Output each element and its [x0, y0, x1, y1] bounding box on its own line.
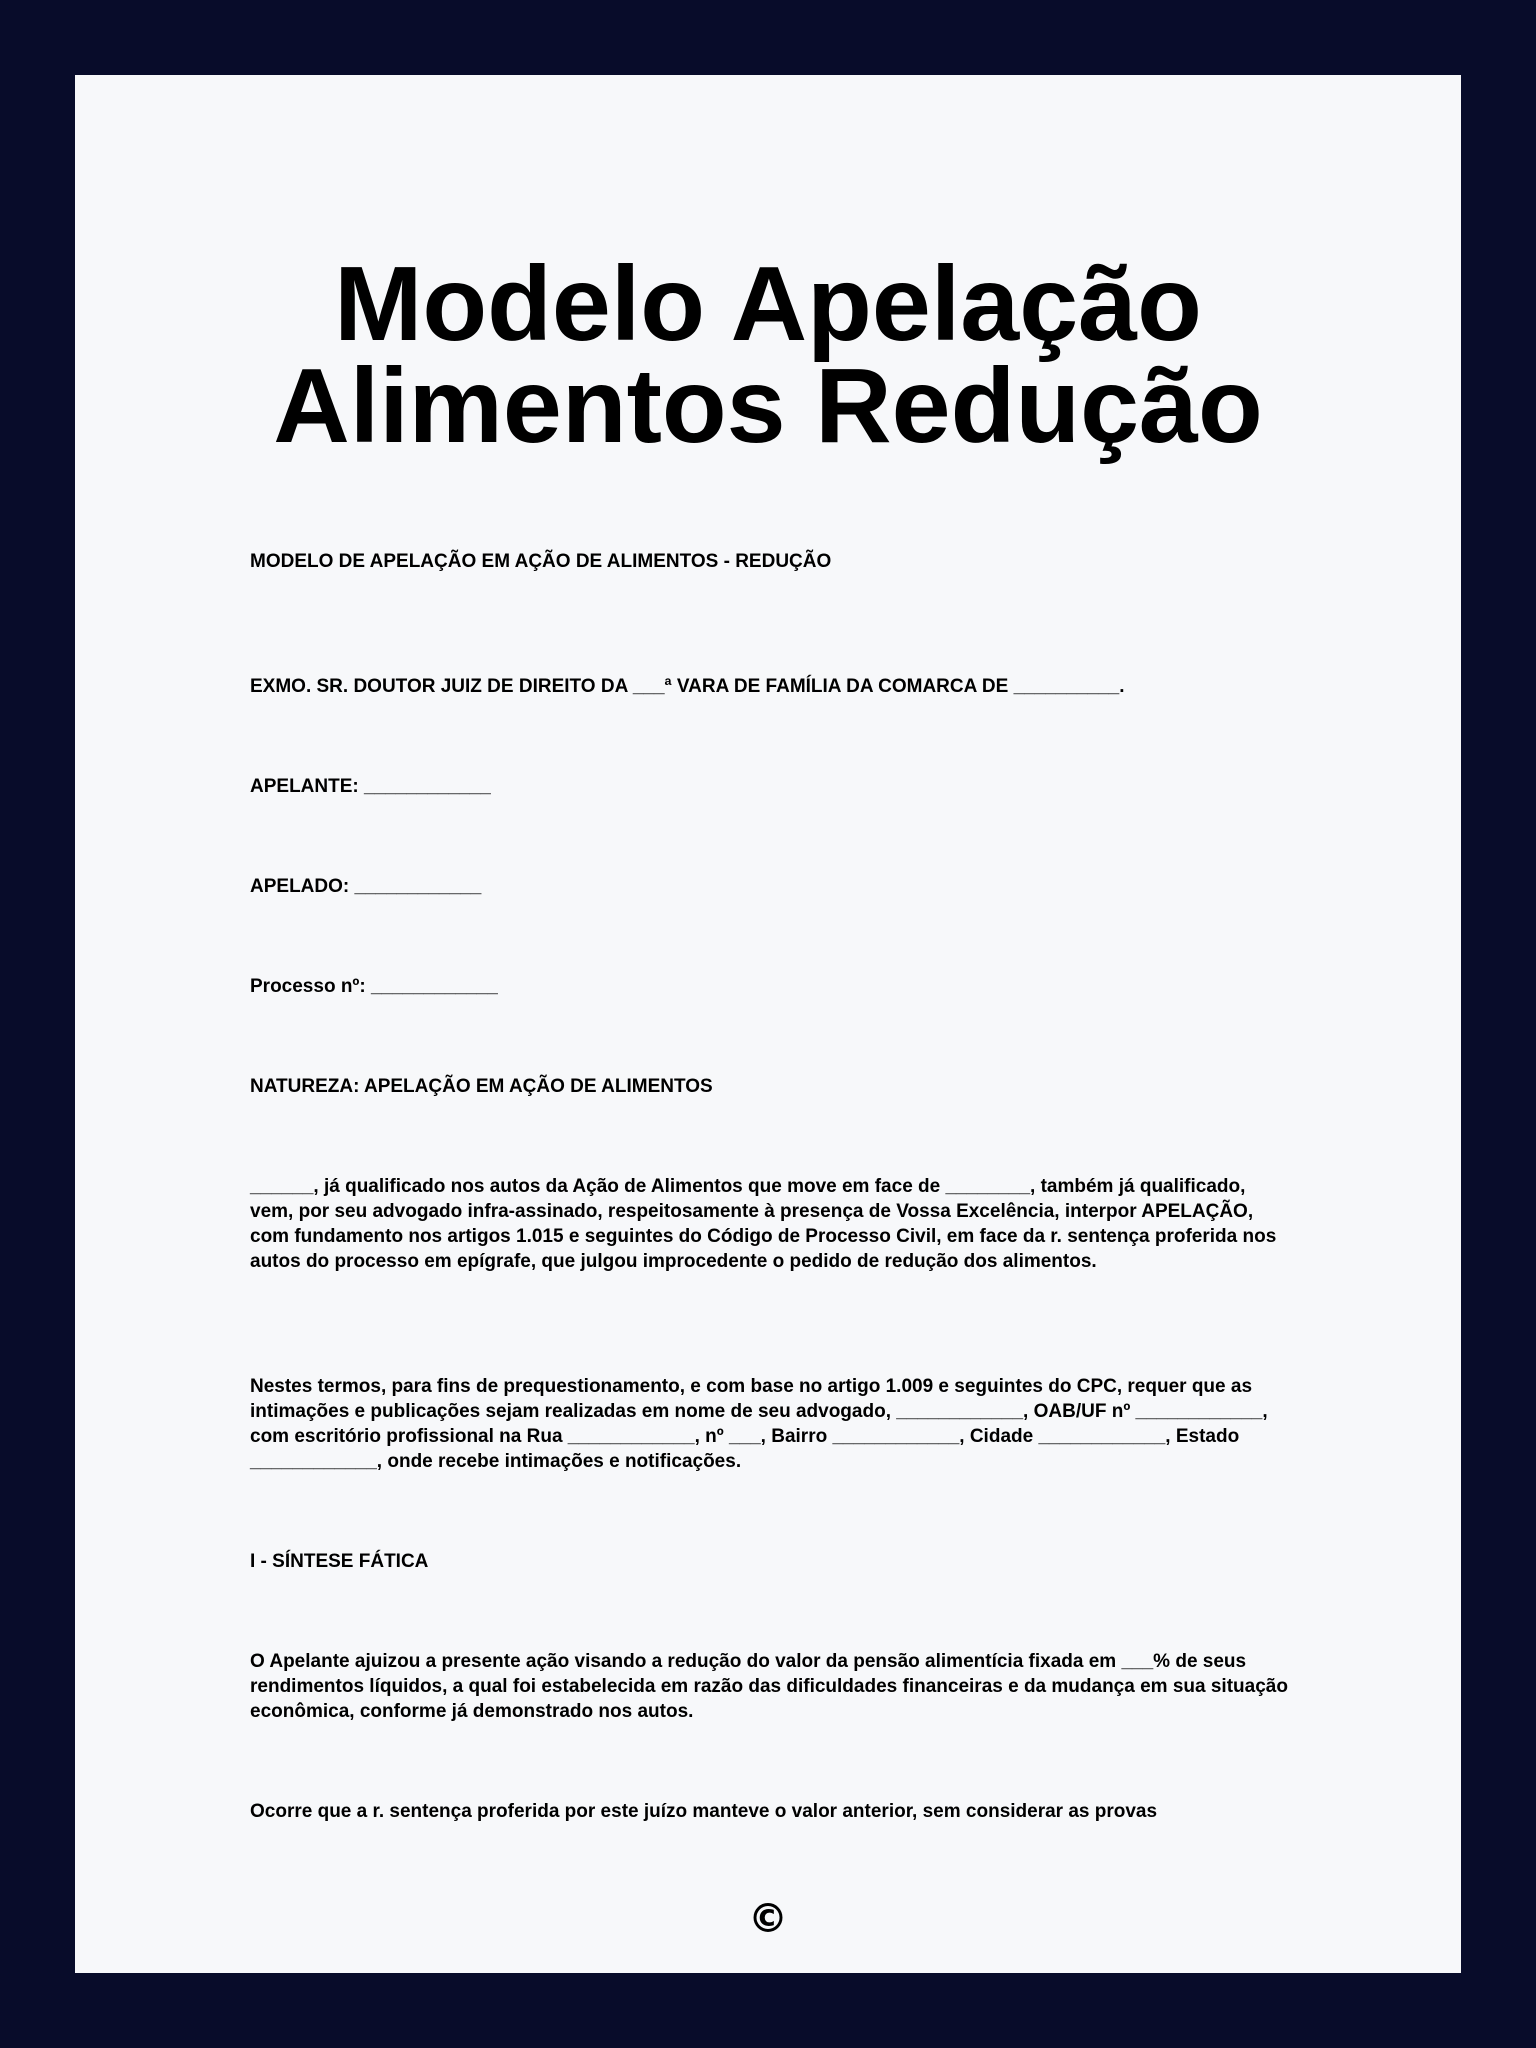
paragraph: MODELO DE APELAÇÃO EM AÇÃO DE ALIMENTOS - REDUÇÃO [250, 551, 832, 572]
appellant-field [250, 774, 1290, 799]
facts-paragraph [250, 1649, 1290, 1724]
copyright-icon: © [748, 1896, 788, 1942]
paragraph: APELADO: ____________ [250, 876, 482, 897]
paragraph: APELANTE: ____________ [250, 776, 491, 797]
document-page [75, 75, 1461, 1973]
paragraph: Ocorre que a r. sentença proferida por este juízo manteve o valor anterior, sem considerar as provas [250, 1801, 1158, 1822]
court-address [250, 674, 1290, 699]
nature-field [250, 1074, 1290, 1099]
document-heading [250, 549, 1290, 574]
paragraph: NATUREZA: APELAÇÃO EM AÇÃO DE ALIMENTOS [250, 1076, 713, 1097]
paragraph: ______, já qualificado nos autos da Ação de Alimentos que move em face de ________, também já qualificado, vem, por seu advogado infra-assinado, respeitosamente à presença de Vossa Excelência, interpor APELAÇÃO, com fundamento nos artigos 1.015 e seguintes do Código de Processo Civil, em face da r. sentença proferida nos autos do processo em epígrafe, que julgou improcedente o pedido de redução dos alimentos. [250, 1176, 1277, 1272]
intro-paragraph [250, 1174, 1290, 1274]
document-title: Modelo Apelação Alimentos Redução [273, 245, 1263, 465]
appellee-field [250, 874, 1290, 899]
paragraph: O Apelante ajuizou a presente ação visando a redução do valor da pensão alimentícia fixada em ___% de seus rendimentos líquidos, a qual foi estabelecida em razão das dificuldades financeiras e da mudança em sua situação econômica, conforme já demonstrado nos autos. [250, 1651, 1288, 1722]
paragraph: I - SÍNTESE FÁTICA [250, 1551, 429, 1572]
paragraph: EXMO. SR. DOUTOR JUIZ DE DIREITO DA ___ª VARA DE FAMÍLIA DA COMARCA DE __________. [250, 676, 1125, 697]
process-number-field [250, 974, 1290, 999]
paragraph: Nestes termos, para fins de prequestionamento, e com base no artigo 1.009 e seguintes do CPC, requer que as intimações e publicações sejam realizadas em nome de seu advogado, ____________, OAB/UF nº ____________, com escritório profissional na Rua ____________, nº ___, Bairro ____________, Cidade ____________, Estado ____________, onde recebe intimações e notificações. [250, 1376, 1268, 1472]
section-heading [250, 1549, 1290, 1574]
sentence-paragraph [250, 1799, 1290, 1824]
terms-paragraph [250, 1374, 1290, 1474]
paragraph: Processo nº: ____________ [250, 976, 498, 997]
